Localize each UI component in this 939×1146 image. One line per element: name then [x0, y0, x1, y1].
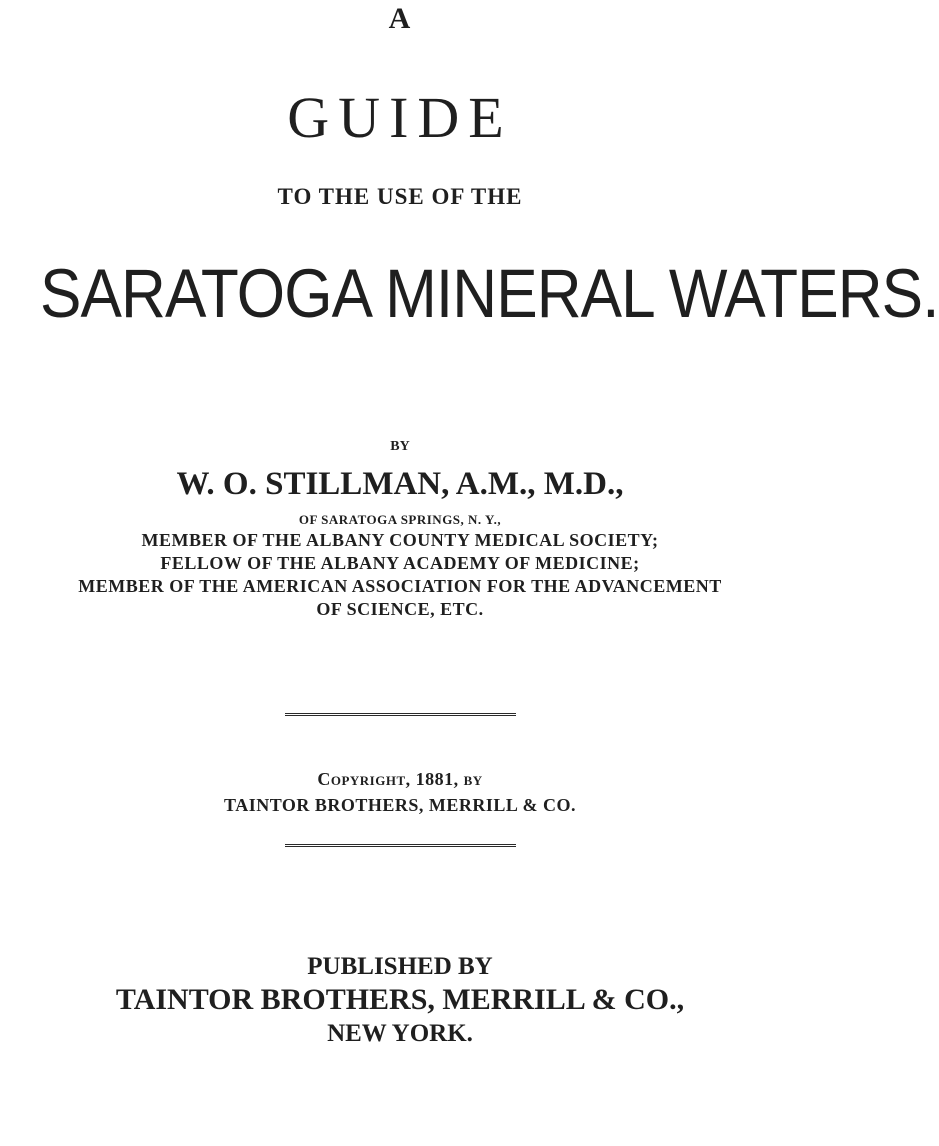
author-name: W. O. STILLMAN, A.M., M.D., — [176, 466, 624, 502]
author-credential: OF SARATOGA SPRINGS, N. Y., — [298, 512, 502, 527]
author-credential: MEMBER OF THE AMERICAN ASSOCIATION FOR THE ADVANCEMENT — [78, 576, 722, 596]
main-title: SARATOGA MINERAL WATERS. — [40, 255, 939, 332]
title-article: A — [388, 2, 412, 35]
title-guide: GUIDE — [287, 85, 513, 150]
subtitle: TO THE USE OF THE — [277, 184, 523, 209]
author-credential: FELLOW OF THE ALBANY ACADEMY OF MEDICINE; — [160, 553, 640, 573]
publisher-city: NEW YORK. — [327, 1020, 473, 1047]
divider-rule — [285, 713, 516, 717]
author-credential: OF SCIENCE, ETC. — [316, 599, 484, 619]
published-by-label: PUBLISHED BY — [307, 953, 493, 980]
copyright-holder: TAINTOR BROTHERS, MERRILL & CO. — [224, 795, 576, 815]
copyright-notice: Copyright, 1881, by — [317, 769, 483, 789]
by-label: BY — [390, 439, 410, 454]
author-credential: MEMBER OF THE ALBANY COUNTY MEDICAL SOCIETY; — [141, 530, 659, 550]
publisher-name: TAINTOR BROTHERS, MERRILL & CO., — [115, 983, 685, 1016]
divider-rule — [285, 844, 516, 848]
